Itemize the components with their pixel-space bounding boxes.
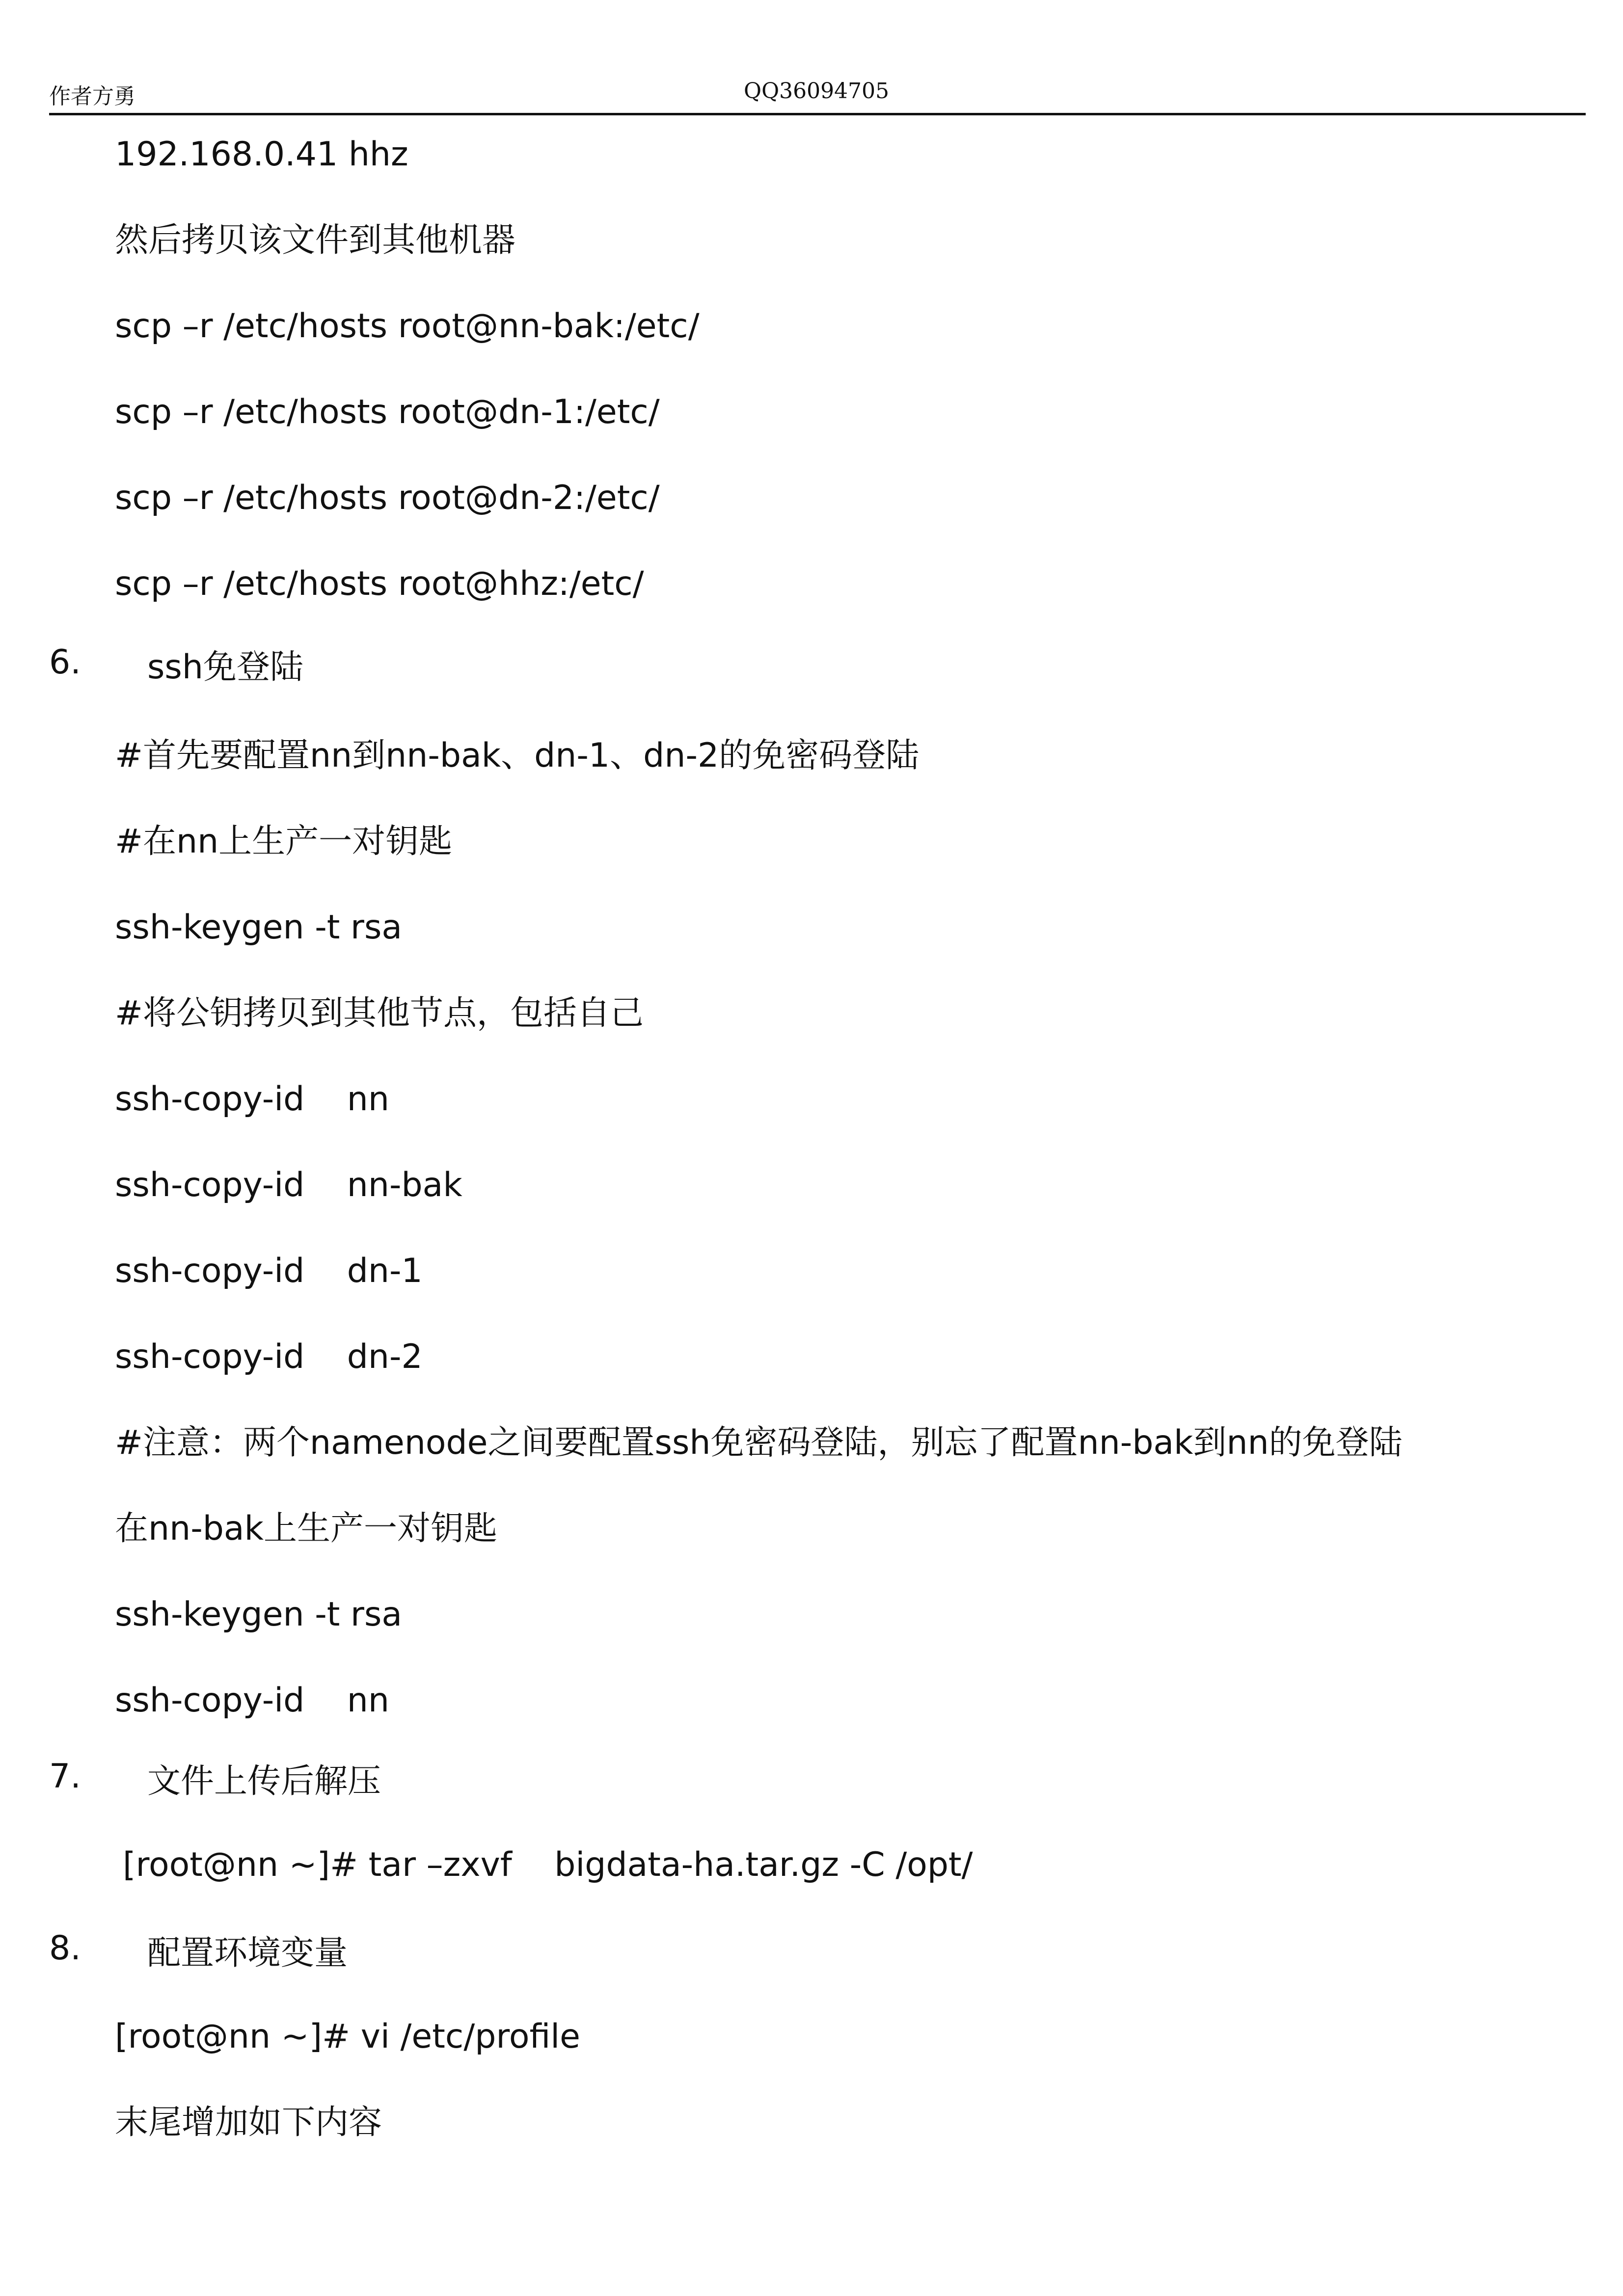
- section-6-title: ssh免登陆: [147, 648, 303, 687]
- section-8-title: 配置环境变量: [147, 1934, 348, 1973]
- page-header: [49, 74, 1586, 115]
- tar-command: [root@nn ~]# tar –zxvf bigdata-ha.tar.gz -C /opt/: [123, 1845, 973, 1884]
- ssh-copy-id-nn-from-bak: ssh-copy-id nn: [115, 1681, 389, 1720]
- section-8-number: 8.: [49, 1929, 81, 1968]
- ssh-copy-id-dn-2: ssh-copy-id dn-2: [115, 1337, 423, 1376]
- comment-copy-public-key: #将公钥拷贝到其他节点，包括自己: [115, 994, 644, 1033]
- scp-command-dn-1: scp –r /etc/hosts root@dn-1:/etc/: [115, 393, 660, 431]
- ssh-keygen-command-nn-bak: ssh-keygen -t rsa: [115, 1595, 403, 1634]
- ssh-keygen-command: ssh-keygen -t rsa: [115, 908, 403, 947]
- section-6-number: 6.: [49, 643, 81, 682]
- comment-namenode-note: #注意：两个namenode之间要配置ssh免密码登陆，别忘了配置nn-bak到nn的免登陆: [115, 1423, 1403, 1462]
- nn-bak-generate-keys: 在nn-bak上生产一对钥匙: [115, 1509, 497, 1548]
- scp-command-dn-2: scp –r /etc/hosts root@dn-2:/etc/: [115, 479, 660, 517]
- append-instruction: 末尾增加如下内容: [115, 2103, 382, 2142]
- comment-generate-keys: #在nn上生产一对钥匙: [115, 822, 453, 861]
- hosts-entry-hhz: 192.168.0.41 hhz: [115, 135, 408, 174]
- header-author: 作者方勇: [49, 84, 135, 109]
- section-7-number: 7.: [49, 1757, 81, 1796]
- section-7-title: 文件上传后解压: [147, 1762, 381, 1801]
- copy-instruction: 然后拷贝该文件到其他机器: [115, 221, 516, 260]
- scp-command-hhz: scp –r /etc/hosts root@hhz:/etc/: [115, 564, 644, 603]
- scp-command-nn-bak: scp –r /etc/hosts root@nn-bak:/etc/: [115, 307, 700, 346]
- ssh-copy-id-dn-1: ssh-copy-id dn-1: [115, 1252, 423, 1290]
- comment-configure-nn: #首先要配置nn到nn-bak、dn-1、dn-2的免密码登陆: [115, 736, 920, 775]
- vi-profile-command: [root@nn ~]# vi /etc/profile: [115, 2017, 581, 2056]
- ssh-copy-id-nn: ssh-copy-id nn: [115, 1080, 389, 1119]
- header-qq: QQ36094705: [744, 79, 890, 104]
- ssh-copy-id-nn-bak: ssh-copy-id nn-bak: [115, 1166, 462, 1204]
